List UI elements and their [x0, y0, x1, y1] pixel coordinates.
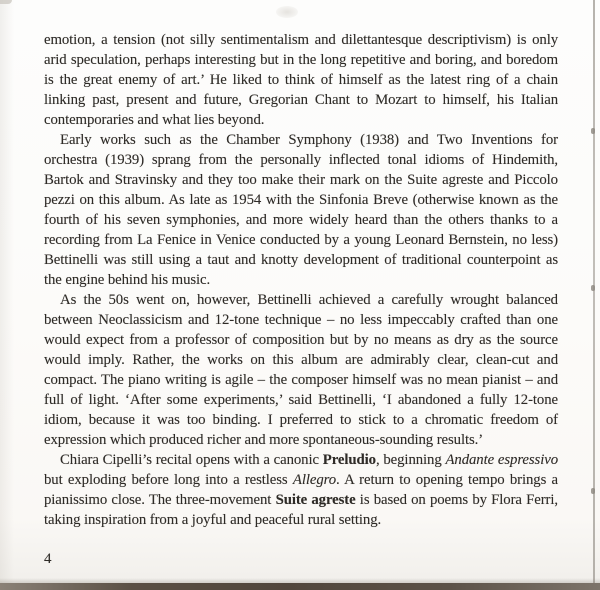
italic-run: Andante espressivo — [445, 452, 558, 468]
text-run: As the 50s went on, however, Bettinelli achieved a carefully wrought balanced between Neoclassicism and 12-tone technique – no less impeccably crafted than one would expect from a professor of composition but by no means as dry as the source would imply. Rather, the works on this album are admirably clear, clean-cut and compact. The piano writing is agile – the composer himself was no mean pianist – and full of light. ‘After some experiments,’ said Bettinelli, ‘I abandoned a fully 12-tone idiom, because it was too binding. I preferred to stick to a chromatic freedom of expression which produced richer and more spontaneous-sounding results.’ — [44, 292, 558, 448]
scan-artifact-tick — [591, 285, 595, 291]
text-run: but exploding before long into a restless — [44, 472, 293, 488]
paragraph — [44, 290, 558, 450]
scan-artifact-tick — [591, 488, 595, 494]
paragraph — [44, 450, 558, 530]
text-run: . A return to opening tempo brings a pianissimo close. The three-movement — [44, 472, 558, 508]
text-run: , beginning — [375, 452, 446, 468]
scan-corner-speck — [0, 0, 12, 4]
bottom-edge-strip — [0, 583, 600, 590]
paragraph — [44, 130, 558, 290]
text-run: Early works such as the Chamber Symphony (1938) and Two Inventions for orchestra (1939) sprang from the personally inflected tonal idioms of Hindemith, Bartok and Stravinsky and they too make their mark on the Suite agreste and Piccolo pezzi on this album. As late as 1954 with the Sinfonia Breve (otherwise known as the fourth of his seven symphonies, and more widely heard than the others thanks to a recording from La Fenice in Venice conducted by a young Leonard Bernstein, no less) Bettinelli was still using a taut and knotty development of traditional counterpoint as the engine behind his music. — [44, 132, 558, 288]
scan-artifact-tick — [591, 128, 595, 134]
text-block — [44, 30, 558, 530]
bold-run: Suite agreste — [275, 492, 356, 508]
text-run: emotion, a tension (not silly sentimentalism and dilettantesque descriptivism) is only arid speculation, perhaps interesting but in the long repetitive and boring, and boredom is the great enemy of art.’ He liked to think of himself as the latest ring of a chain linking past, present and future, Gregorian Chant to Mozart to himself, his Italian contemporaries and what lies beyond. — [44, 32, 558, 128]
text-run: is based on poems by Flora Ferri, taking inspiration from a joyful and peaceful rural setting. — [44, 492, 558, 528]
bold-run: Preludio — [322, 452, 376, 468]
italic-run: Allegro — [292, 472, 337, 488]
page-edge-line — [593, 0, 595, 583]
scan-smudge — [276, 6, 298, 18]
paragraph — [44, 30, 558, 130]
text-run: Chiara Cipelli’s recital opens with a canonic — [60, 452, 323, 468]
page-number: 4 — [44, 551, 52, 567]
